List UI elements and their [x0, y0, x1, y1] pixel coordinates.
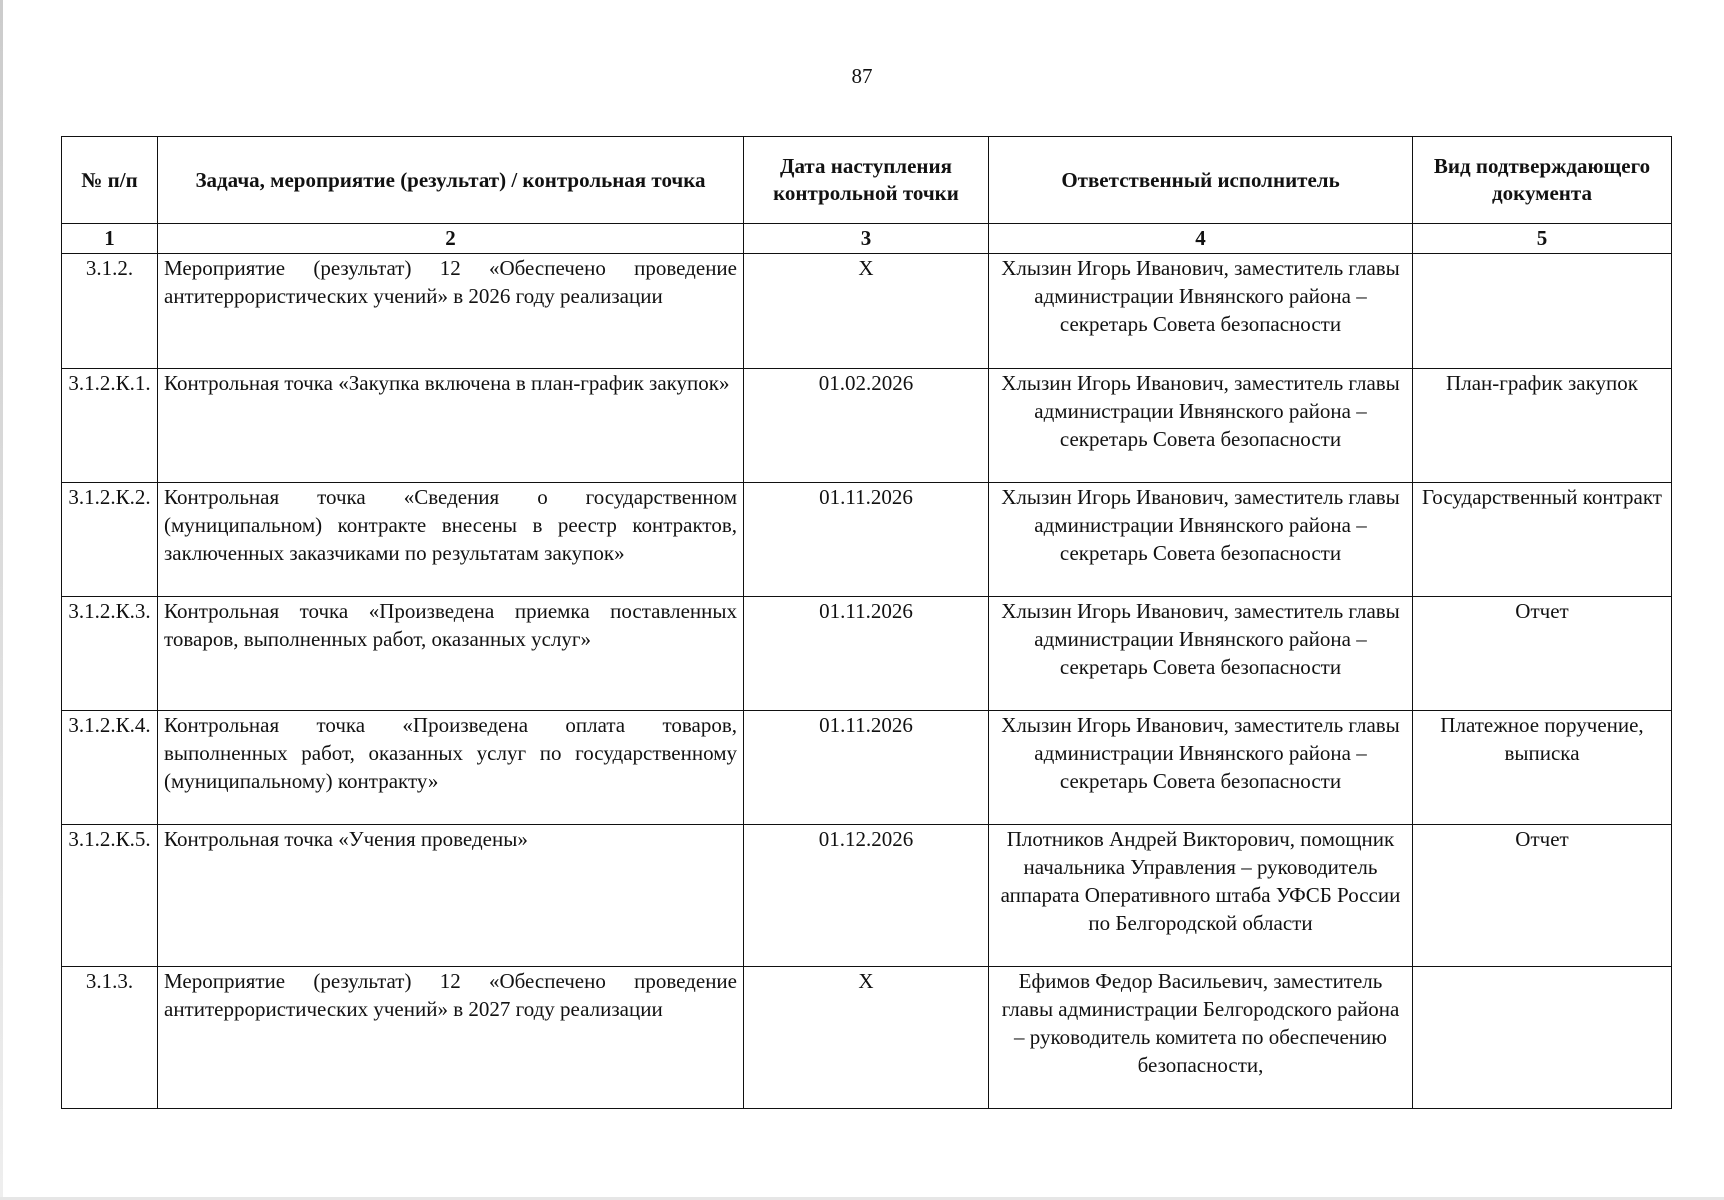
- row-responsible: Хлызин Игорь Иванович, заместитель главы администрации Ивнянского района – секретарь Совета безопасности: [989, 254, 1413, 369]
- control-points-table: [61, 136, 1672, 1109]
- column-numbers-row: [62, 224, 1672, 254]
- row-date: 01.11.2026: [744, 711, 989, 825]
- row-number: 3.1.2.: [62, 254, 158, 369]
- table-row: [62, 597, 1672, 711]
- table-row: [62, 254, 1672, 369]
- column-number: 3: [744, 224, 989, 254]
- table-row: [62, 369, 1672, 483]
- row-document: Отчет: [1413, 597, 1672, 711]
- row-number: 3.1.2.К.3.: [62, 597, 158, 711]
- row-document: Отчет: [1413, 825, 1672, 967]
- row-document: [1413, 967, 1672, 1109]
- row-document: [1413, 254, 1672, 369]
- column-number: 5: [1413, 224, 1672, 254]
- row-task: Контрольная точка «Учения проведены»: [158, 825, 744, 967]
- row-document: Государственный контракт: [1413, 483, 1672, 597]
- row-responsible: Хлызин Игорь Иванович, заместитель главы администрации Ивнянского района – секретарь Совета безопасности: [989, 597, 1413, 711]
- row-number: 3.1.2.К.5.: [62, 825, 158, 967]
- row-task: Контрольная точка «Произведена оплата товаров, выполненных работ, оказанных услуг по государственному (муниципальному) контракту»: [158, 711, 744, 825]
- row-responsible: Хлызин Игорь Иванович, заместитель главы администрации Ивнянского района – секретарь Совета безопасности: [989, 483, 1413, 597]
- column-number: 4: [989, 224, 1413, 254]
- row-task: Мероприятие (результат) 12 «Обеспечено проведение антитеррористических учений» в 2026 году реализации: [158, 254, 744, 369]
- row-task: Контрольная точка «Произведена приемка поставленных товаров, выполненных работ, оказанных услуг»: [158, 597, 744, 711]
- header-date: Дата наступления контрольной точки: [744, 137, 989, 224]
- header-doc: Вид подтверждающего документа: [1413, 137, 1672, 224]
- header-task: Задача, мероприятие (результат) / контрольная точка: [158, 137, 744, 224]
- row-responsible: Хлызин Игорь Иванович, заместитель главы администрации Ивнянского района – секретарь Совета безопасности: [989, 369, 1413, 483]
- row-task: Мероприятие (результат) 12 «Обеспечено проведение антитеррористических учений» в 2027 году реализации: [158, 967, 744, 1109]
- row-number: 3.1.2.К.4.: [62, 711, 158, 825]
- row-responsible: Хлызин Игорь Иванович, заместитель главы администрации Ивнянского района – секретарь Совета безопасности: [989, 711, 1413, 825]
- row-document: План-график закупок: [1413, 369, 1672, 483]
- header-row: [62, 137, 1672, 224]
- column-number: 2: [158, 224, 744, 254]
- table-row: [62, 967, 1672, 1109]
- row-date: Х: [744, 254, 989, 369]
- row-date: 01.02.2026: [744, 369, 989, 483]
- table-row: [62, 483, 1672, 597]
- table-row: [62, 825, 1672, 967]
- row-responsible: Плотников Андрей Викторович, помощник начальника Управления – руководитель аппарата Оперативного штаба УФСБ России по Белгородской области: [989, 825, 1413, 967]
- row-responsible: Ефимов Федор Васильевич, заместитель главы администрации Белгородского района – руководитель комитета по обеспечению безопасности,: [989, 967, 1413, 1109]
- row-date: 01.11.2026: [744, 483, 989, 597]
- table-row: [62, 711, 1672, 825]
- row-number: 3.1.2.К.1.: [62, 369, 158, 483]
- header-num: № п/п: [62, 137, 158, 224]
- row-document: Платежное поручение, выписка: [1413, 711, 1672, 825]
- row-date: 01.12.2026: [744, 825, 989, 967]
- row-task: Контрольная точка «Сведения о государственном (муниципальном) контракте внесены в реестр контрактов, заключенных заказчиками по результатам закупок»: [158, 483, 744, 597]
- row-task: Контрольная точка «Закупка включена в план-график закупок»: [158, 369, 744, 483]
- row-number: 3.1.3.: [62, 967, 158, 1109]
- scan-edge-left: [0, 0, 3, 1200]
- page-number: 87: [851, 64, 873, 88]
- column-number: 1: [62, 224, 158, 254]
- header-responsible: Ответственный исполнитель: [989, 137, 1413, 224]
- row-date: Х: [744, 967, 989, 1109]
- row-date: 01.11.2026: [744, 597, 989, 711]
- row-number: 3.1.2.К.2.: [62, 483, 158, 597]
